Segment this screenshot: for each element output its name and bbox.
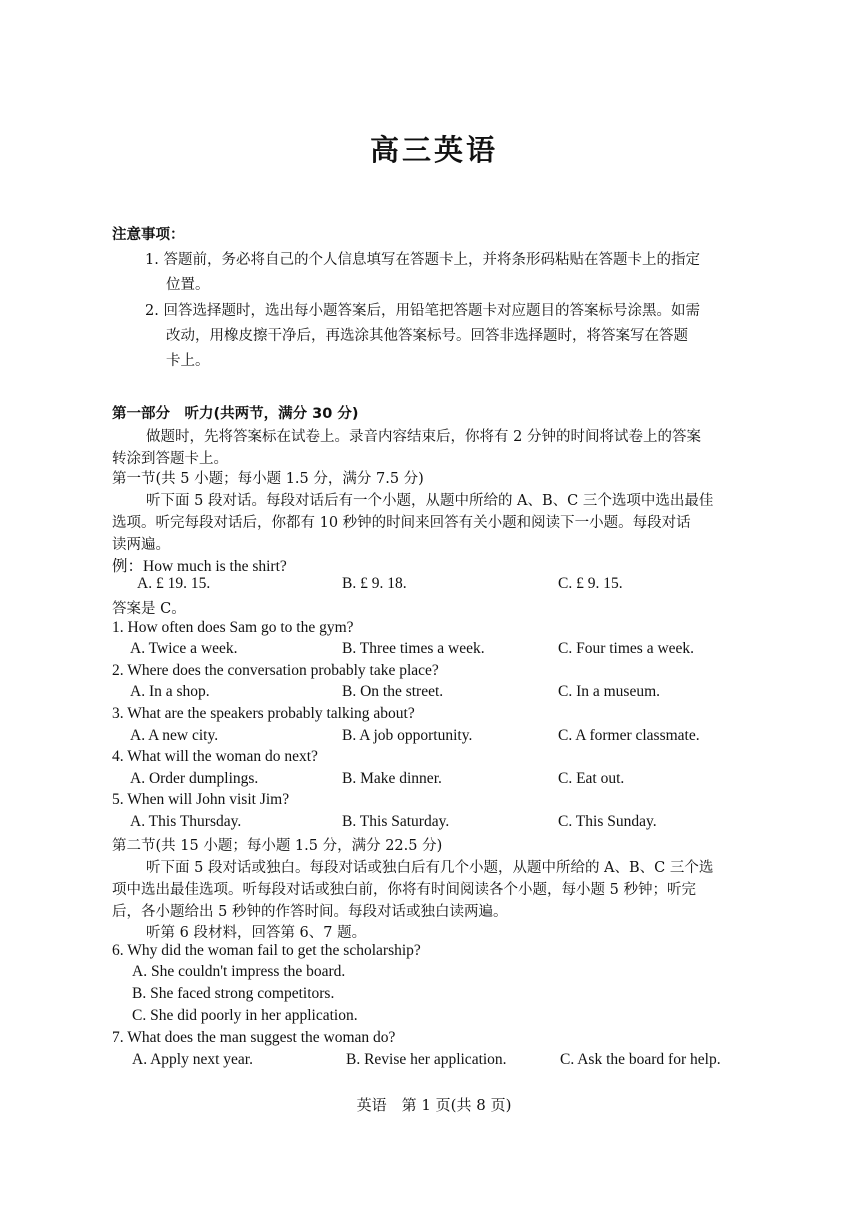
example-question: 例：How much is the shirt? [112,558,287,575]
section1-heading: 第一节(共 5 小题；每小题 1.5 分，满分 7.5 分) [112,471,424,487]
q1-option-c: C. Four times a week. [558,640,695,657]
material-6-instruction: 听第 6 段材料，回答第 6、7 题。 [146,925,367,941]
example-answer: 答案是 C。 [112,601,186,617]
q7-option-a: A. Apply next year. [132,1051,253,1068]
q7-option-b: B. Revise her application. [346,1051,507,1068]
section2-instr-line-3: 后，各小题给出 5 秒钟的作答时间。每段对话或独白读两遍。 [112,904,508,920]
notice-item-2-line-2: 改动，用橡皮擦干净后，再选涂其他答案标号。回答非选择题时，将答案写在答题 [166,328,688,344]
section1-instr-line-2: 选项。听完每段对话后，你都有 10 秒钟的时间来回答有关小题和阅读下一小题。每段对话 [112,515,691,531]
question-3: 3. What are the speakers probably talking about? [112,705,415,722]
q5-option-c: C. This Sunday. [558,813,657,830]
section2-heading: 第二节(共 15 小题；每小题 1.5 分，满分 22.5 分) [112,838,443,854]
page-footer: 英语 第 1 页(共 8 页) [356,1096,512,1114]
q6-option-c: C. She did poorly in her application. [132,1007,358,1024]
section2-instr-line-2: 项中选出最佳选项。听每段对话或独白前，你将有时间阅读各个小题，每小题 5 秒钟；听完 [112,882,696,898]
notice-heading: 注意事项： [112,227,185,243]
q5-option-a: A. This Thursday. [130,813,242,830]
notice-item-1-line-1: 1. 答题前，务必将自己的个人信息填写在答题卡上，并将条形码粘贴在答题卡上的指定 [145,252,700,268]
section1-instr-line-1: 听下面 5 段对话。每段对话后有一个小题，从题中所给的 A、B、C 三个选项中选出最佳 [146,493,714,509]
q1-option-a: A. Twice a week. [130,640,238,657]
q7-option-c: C. Ask the board for help. [560,1051,721,1068]
q3-option-c: C. A former classmate. [558,727,700,744]
notice-item-2-line-3: 卡上。 [166,353,210,369]
q2-option-b: B. On the street. [342,683,444,700]
q6-option-a: A. She couldn't impress the board. [132,963,346,980]
question-2: 2. Where does the conversation probably take place? [112,662,439,679]
q4-option-c: C. Eat out. [558,770,625,787]
notice-item-2-line-1: 2. 回答选择题时，选出每小题答案后，用铅笔把答题卡对应题目的答案标号涂黑。如需 [145,303,700,319]
question-7: 7. What does the man suggest the woman do? [112,1029,396,1046]
part1-heading: 第一部分 听力(共两节，满分 30 分) [112,406,359,422]
q3-option-b: B. A job opportunity. [342,727,473,744]
part1-intro-line-1: 做题时，先将答案标在试卷上。录音内容结束后，你将有 2 分钟的时间将试卷上的答案 [146,429,701,445]
q4-option-a: A. Order dumplings. [130,770,259,787]
section1-instr-line-3: 读两遍。 [112,537,170,553]
example-option-c: C. £ 9. 15. [558,575,623,592]
q5-option-b: B. This Saturday. [342,813,450,830]
section2-instr-line-1: 听下面 5 段对话或独白。每段对话或独白后有几个小题，从题中所给的 A、B、C 三个选 [146,860,714,876]
page-title: 高三英语 [369,133,498,167]
question-5: 5. When will John visit Jim? [112,791,290,808]
question-4: 4. What will the woman do next? [112,748,318,765]
q6-option-b: B. She faced strong competitors. [132,985,335,1002]
part1-intro-line-2: 转涂到答题卡上。 [112,451,228,467]
example-option-a: A. £ 19. 15. [137,575,211,592]
question-6: 6. Why did the woman fail to get the scholarship? [112,942,421,959]
question-1: 1. How often does Sam go to the gym? [112,619,354,636]
example-option-b: B. £ 9. 18. [342,575,407,592]
q4-option-b: B. Make dinner. [342,770,442,787]
q3-option-a: A. A new city. [130,727,219,744]
q2-option-a: A. In a shop. [130,683,210,700]
q1-option-b: B. Three times a week. [342,640,485,657]
q2-option-c: C. In a museum. [558,683,661,700]
notice-item-1-line-2: 位置。 [166,277,210,293]
